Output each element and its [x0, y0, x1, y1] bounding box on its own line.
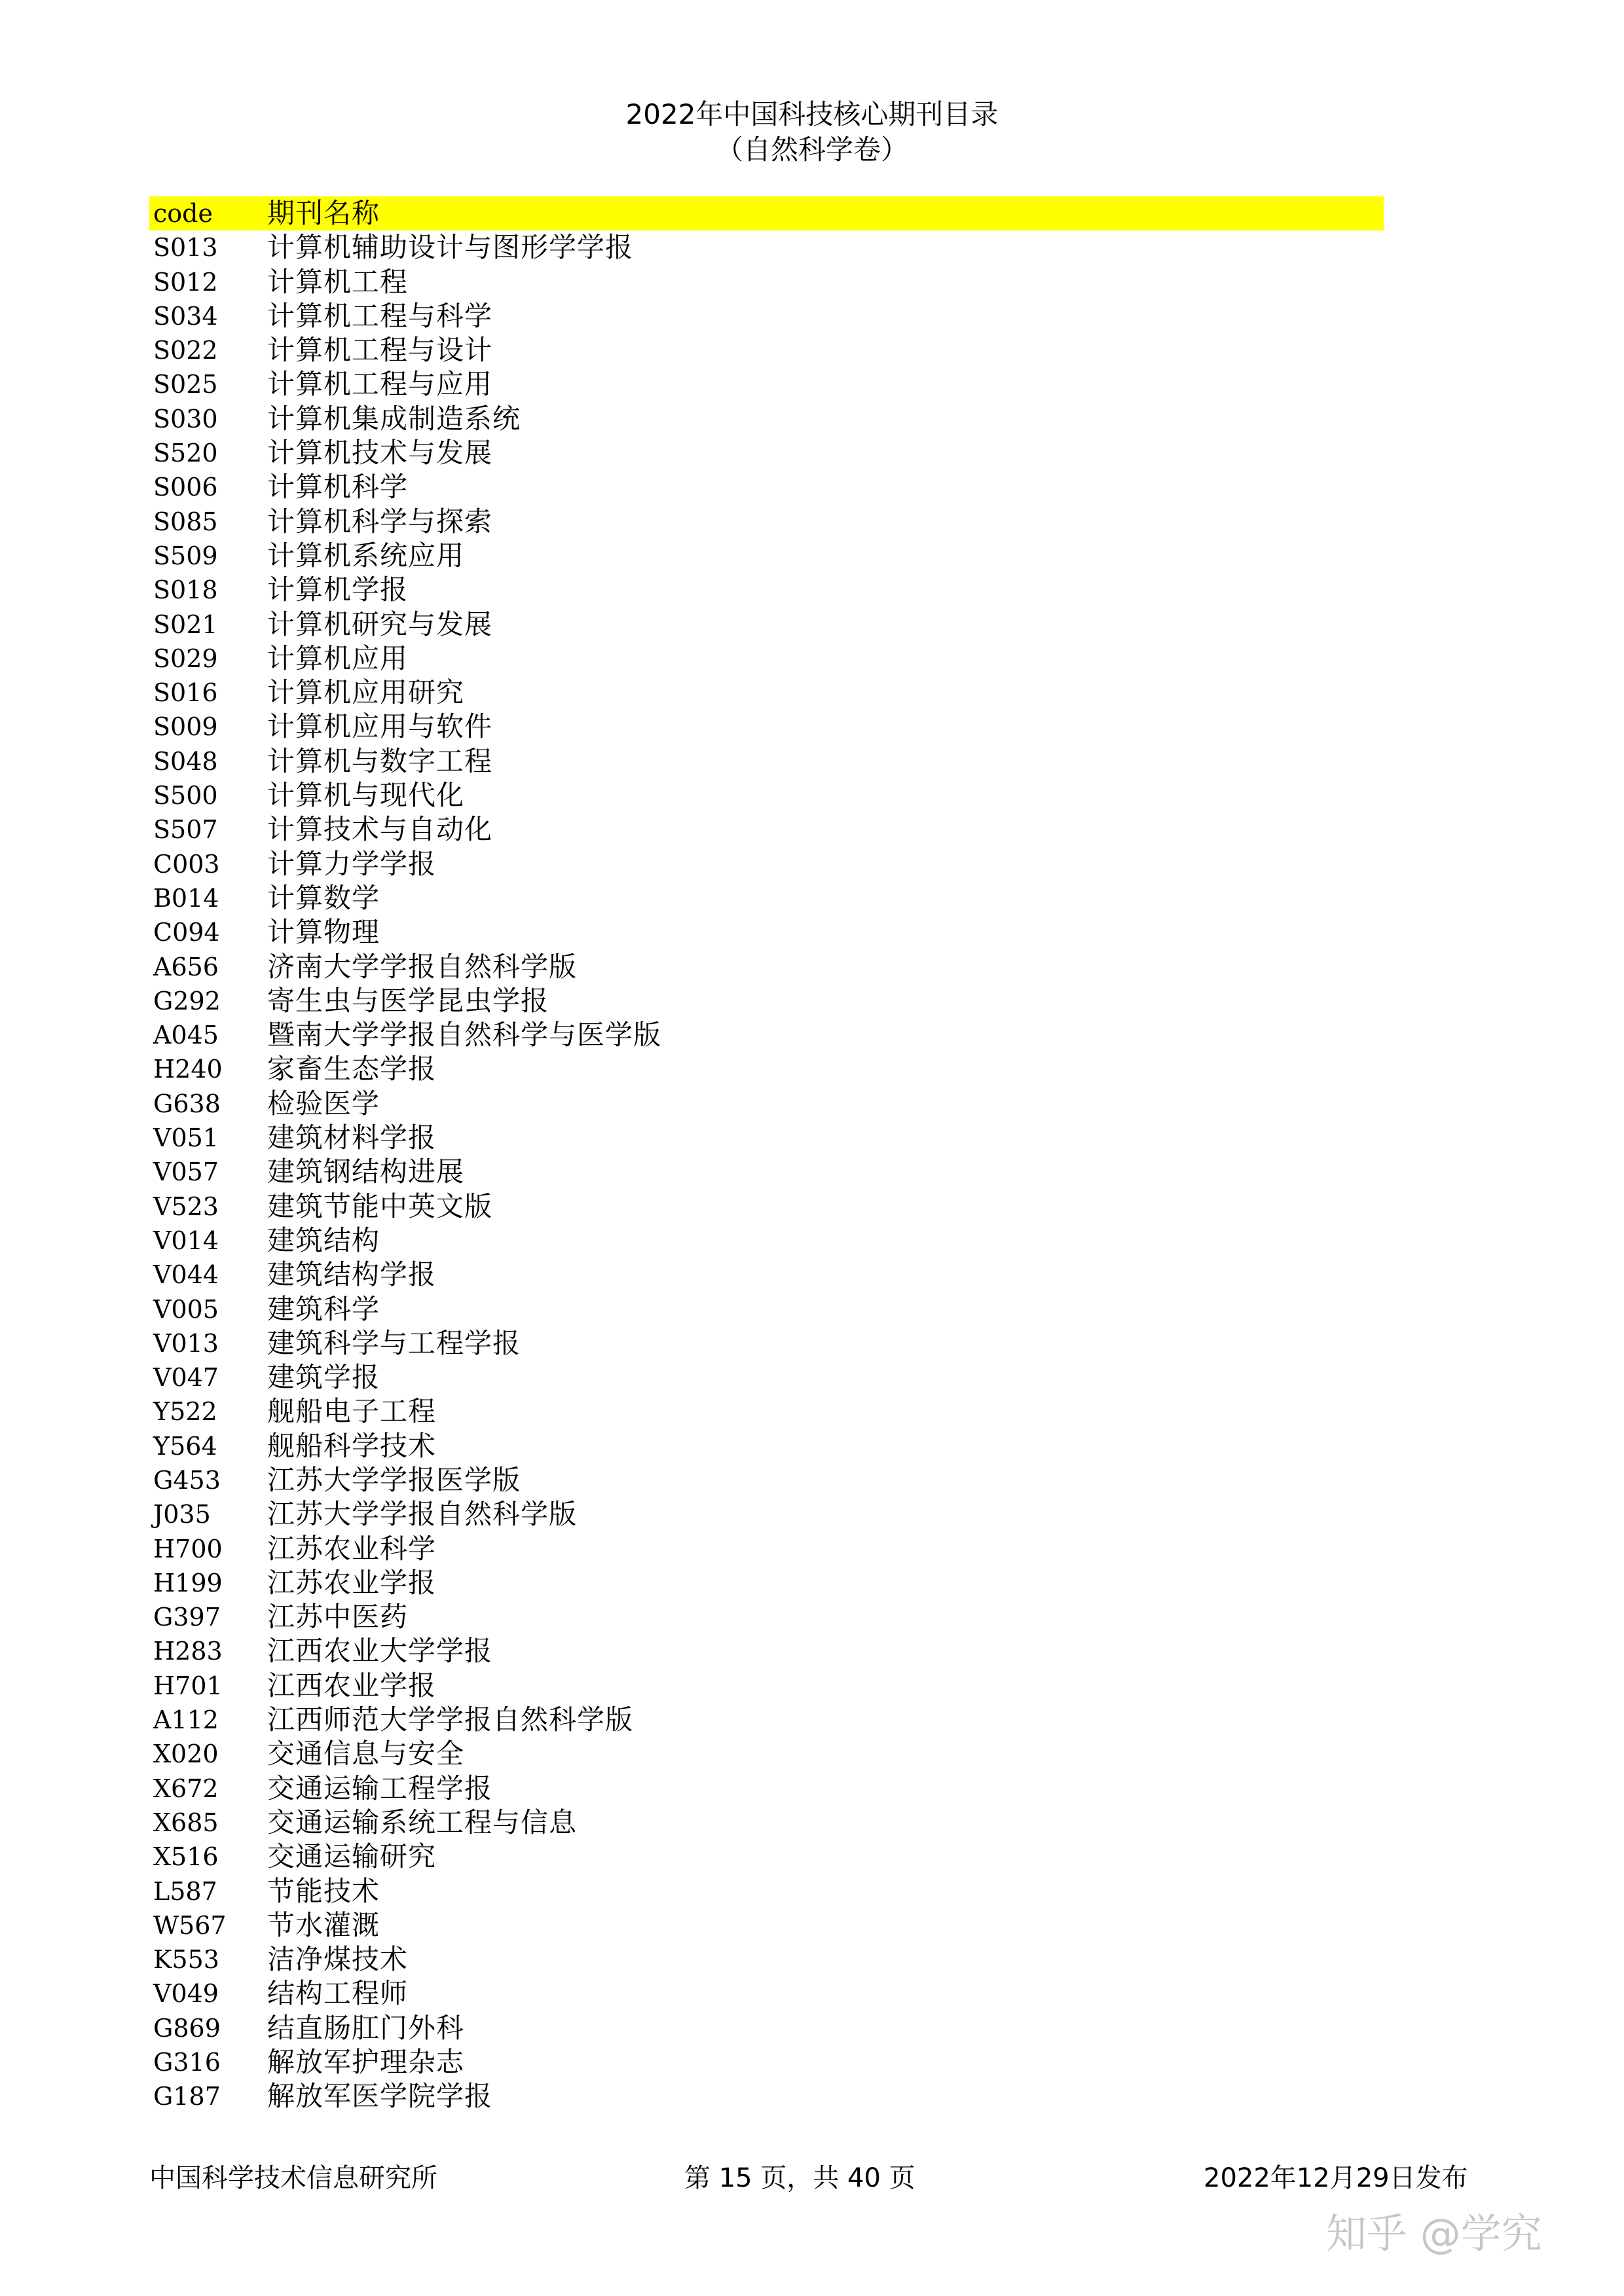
- journal-name: 建筑结构: [267, 1224, 380, 1256]
- journal-name: 舰船电子工程: [267, 1395, 437, 1428]
- journal-name: 节水灌溉: [267, 1908, 380, 1941]
- journal-name: 建筑钢结构进展: [267, 1156, 465, 1188]
- journal-code: A045: [153, 1021, 219, 1050]
- journal-name: 计算机学报: [267, 574, 409, 606]
- table-row: [149, 642, 1384, 676]
- journal-code: B014: [153, 883, 219, 913]
- table-row: [149, 2045, 1384, 2079]
- table-row: [149, 1018, 1384, 1052]
- journal-name: 江苏大学学报医学版: [267, 1463, 521, 1496]
- journal-code: S500: [153, 781, 218, 811]
- table-row: [149, 1326, 1384, 1360]
- table-row: [149, 1600, 1384, 1634]
- journal-code: V523: [153, 1192, 219, 1221]
- journal-code: H700: [153, 1534, 223, 1563]
- journal-code: S022: [153, 336, 218, 365]
- journal-name: 结直肠肛门外科: [267, 2011, 465, 2044]
- journal-name: 舰船科学技术: [267, 1429, 437, 1462]
- journal-code: A656: [153, 952, 219, 981]
- journal-name: 计算技术与自动化: [267, 813, 493, 846]
- table-row: [149, 2011, 1384, 2045]
- journal-code: W567: [153, 1910, 227, 1940]
- table-row: [149, 436, 1384, 470]
- journal-name: 计算机应用: [267, 642, 409, 674]
- table-row: [149, 1532, 1384, 1566]
- watermark-logo: 知乎 @学究: [1326, 2210, 1542, 2257]
- journal-code: S030: [153, 404, 218, 433]
- table-row: [149, 1292, 1384, 1326]
- footer-page-info: 第 15 页，共 40 页: [684, 2163, 915, 2193]
- table-row: [149, 1394, 1384, 1429]
- table-row: [149, 470, 1384, 504]
- journal-code: S048: [153, 746, 218, 776]
- journal-code: V049: [153, 1979, 219, 2009]
- journal-name: 结构工程师: [267, 1977, 409, 2010]
- table-row: [149, 1703, 1384, 1737]
- journal-name: 计算机工程与应用: [267, 368, 493, 401]
- journal-code: S085: [153, 507, 218, 536]
- journal-code: S025: [153, 370, 218, 399]
- table-row: [149, 1052, 1384, 1086]
- journal-code: G397: [153, 1603, 221, 1632]
- journal-name: 计算机工程: [267, 265, 409, 298]
- journal-name: 计算机研究与发展: [267, 608, 493, 640]
- table-row: [149, 1121, 1384, 1155]
- journal-name: 家畜生态学报: [267, 1053, 437, 1085]
- journal-code: G869: [153, 2013, 221, 2043]
- journal-code: S013: [153, 233, 218, 263]
- table-row: [149, 333, 1384, 367]
- table-row: [149, 1224, 1384, 1258]
- journal-code: S029: [153, 644, 218, 673]
- table-row: [149, 1634, 1384, 1668]
- journal-code: H701: [153, 1671, 223, 1700]
- table-header-row: [149, 196, 1384, 230]
- table-row: [149, 984, 1384, 1018]
- journal-name: 建筑科学: [267, 1292, 380, 1325]
- journal-name: 计算机与现代化: [267, 779, 465, 812]
- journal-name: 江西农业大学学报: [267, 1635, 493, 1667]
- table-row: [149, 1087, 1384, 1121]
- journal-code: S507: [153, 815, 218, 845]
- journal-name: 建筑学报: [267, 1361, 380, 1394]
- journal-code: S009: [153, 712, 218, 742]
- document-title: 2022年中国科技核心期刊目录: [625, 98, 999, 130]
- table-row: [149, 402, 1384, 436]
- journal-code: V013: [153, 1328, 219, 1358]
- table-row: [149, 1908, 1384, 1942]
- table-row: [149, 1977, 1384, 2011]
- table-row: [149, 367, 1384, 401]
- journal-code: V005: [153, 1294, 219, 1324]
- table-row: [149, 1155, 1384, 1189]
- journal-name: 建筑结构学报: [267, 1258, 437, 1291]
- table-row: [149, 847, 1384, 881]
- journal-name: 计算力学学报: [267, 847, 437, 880]
- footer-publisher: 中国科学技术信息研究所: [149, 2163, 437, 2193]
- journal-name: 交通信息与安全: [267, 1738, 465, 1770]
- journal-name: 计算机系统应用: [267, 539, 465, 572]
- journal-code: V014: [153, 1226, 219, 1255]
- journal-code: G316: [153, 2048, 221, 2077]
- table-row: [149, 539, 1384, 573]
- journal-name: 节能技术: [267, 1874, 380, 1907]
- footer-release-date: 2022年12月29日发布: [1204, 2163, 1468, 2193]
- journal-name: 计算物理: [267, 916, 380, 949]
- table-row: [149, 812, 1384, 847]
- journal-code: S012: [153, 267, 218, 297]
- journal-code: C003: [153, 849, 220, 879]
- header-name: 期刊名称: [267, 197, 380, 229]
- journal-code: K553: [153, 1945, 219, 1975]
- journal-name: 江苏中医药: [267, 1601, 409, 1633]
- journal-code: S018: [153, 575, 218, 605]
- journal-name: 暨南大学学报自然科学与医学版: [267, 1019, 662, 1051]
- journal-code: H283: [153, 1637, 223, 1666]
- journal-code: H199: [153, 1568, 223, 1597]
- journal-code: V057: [153, 1157, 219, 1187]
- journal-name: 建筑材料学报: [267, 1121, 437, 1154]
- journal-code: Y522: [153, 1397, 217, 1427]
- table-row: [149, 265, 1384, 299]
- journal-code: X672: [153, 1774, 219, 1803]
- table-row: [149, 676, 1384, 710]
- journal-name: 计算机工程与科学: [267, 299, 493, 332]
- journal-name: 检验医学: [267, 1087, 380, 1120]
- journal-code: S034: [153, 301, 218, 331]
- table-row: [149, 1874, 1384, 1908]
- journal-name: 计算机工程与设计: [267, 334, 493, 367]
- journal-code: X516: [153, 1842, 219, 1872]
- journal-name: 建筑科学与工程学报: [267, 1326, 521, 1359]
- journal-code: A112: [153, 1705, 219, 1735]
- journal-code: Y564: [153, 1431, 217, 1461]
- journal-code: G187: [153, 2082, 221, 2111]
- journal-code: V044: [153, 1260, 219, 1290]
- journal-code: S006: [153, 473, 218, 502]
- table-row: [149, 1737, 1384, 1771]
- journal-name: 寄生虫与医学昆虫学报: [267, 984, 549, 1017]
- journal-code: L587: [153, 1876, 217, 1906]
- journal-name: 济南大学学报自然科学版: [267, 950, 578, 983]
- table-row: [149, 608, 1384, 642]
- journal-code: H240: [153, 1055, 223, 1084]
- table-body: [149, 230, 1384, 2113]
- journal-code: X020: [153, 1740, 219, 1769]
- journal-name: 计算机应用与软件: [267, 710, 493, 743]
- table-row: [149, 1258, 1384, 1292]
- journal-code: S509: [153, 541, 218, 570]
- journal-code: S016: [153, 678, 218, 708]
- journal-code: S520: [153, 439, 218, 468]
- journal-name: 江苏农业科学: [267, 1532, 437, 1565]
- table-row: [149, 1669, 1384, 1703]
- journal-code: C094: [153, 918, 220, 947]
- table-row: [149, 915, 1384, 949]
- table-row: [149, 1806, 1384, 1840]
- table-row: [149, 778, 1384, 812]
- journal-name: 计算机应用研究: [267, 676, 465, 709]
- journal-table: [149, 196, 1384, 2114]
- journal-code: V047: [153, 1363, 219, 1393]
- table-row: [149, 1429, 1384, 1463]
- journal-code: X685: [153, 1808, 219, 1837]
- table-row: [149, 1942, 1384, 1977]
- journal-name: 计算机辅助设计与图形学学报: [267, 231, 634, 264]
- journal-name: 交通运输工程学报: [267, 1772, 493, 1804]
- journal-name: 计算机与数字工程: [267, 744, 493, 777]
- table-row: [149, 230, 1384, 264]
- table-row: [149, 1497, 1384, 1531]
- table-row: [149, 710, 1384, 744]
- journal-name: 建筑节能中英文版: [267, 1190, 493, 1222]
- table-row: [149, 1772, 1384, 1806]
- journal-name: 交通运输系统工程与信息: [267, 1806, 578, 1838]
- table-row: [149, 505, 1384, 539]
- journal-name: 计算机科学与探索: [267, 505, 493, 538]
- journal-code: G638: [153, 1089, 221, 1118]
- journal-name: 江苏大学学报自然科学版: [267, 1498, 578, 1531]
- table-row: [149, 1840, 1384, 1874]
- journal-code: G453: [153, 1465, 221, 1495]
- journal-name: 计算机技术与发展: [267, 437, 493, 469]
- table-row: [149, 881, 1384, 915]
- table-row: [149, 950, 1384, 984]
- table-row: [149, 299, 1384, 333]
- journal-name: 江西师范大学学报自然科学版: [267, 1704, 634, 1736]
- journal-name: 江苏农业学报: [267, 1566, 437, 1599]
- document-subtitle: （自然科学卷）: [715, 134, 908, 166]
- journal-code: S021: [153, 610, 218, 639]
- table-row: [149, 1566, 1384, 1600]
- journal-name: 计算机集成制造系统: [267, 402, 521, 435]
- table-row: [149, 744, 1384, 778]
- table-row: [149, 2079, 1384, 2113]
- journal-code: V051: [153, 1123, 219, 1153]
- journal-name: 计算数学: [267, 881, 380, 914]
- header-code: code: [153, 199, 213, 228]
- table-row: [149, 1463, 1384, 1497]
- journal-code: G292: [153, 986, 221, 1015]
- journal-name: 解放军医学院学报: [267, 2080, 493, 2113]
- journal-code: J035: [153, 1500, 211, 1529]
- journal-name: 交通运输研究: [267, 1840, 437, 1873]
- table-row: [149, 573, 1384, 607]
- table-row: [149, 1360, 1384, 1394]
- journal-name: 解放军护理杂志: [267, 2046, 465, 2079]
- table-row: [149, 1190, 1384, 1224]
- journal-name: 计算机科学: [267, 471, 409, 503]
- journal-name: 洁净煤技术: [267, 1943, 409, 1976]
- journal-name: 江西农业学报: [267, 1669, 437, 1702]
